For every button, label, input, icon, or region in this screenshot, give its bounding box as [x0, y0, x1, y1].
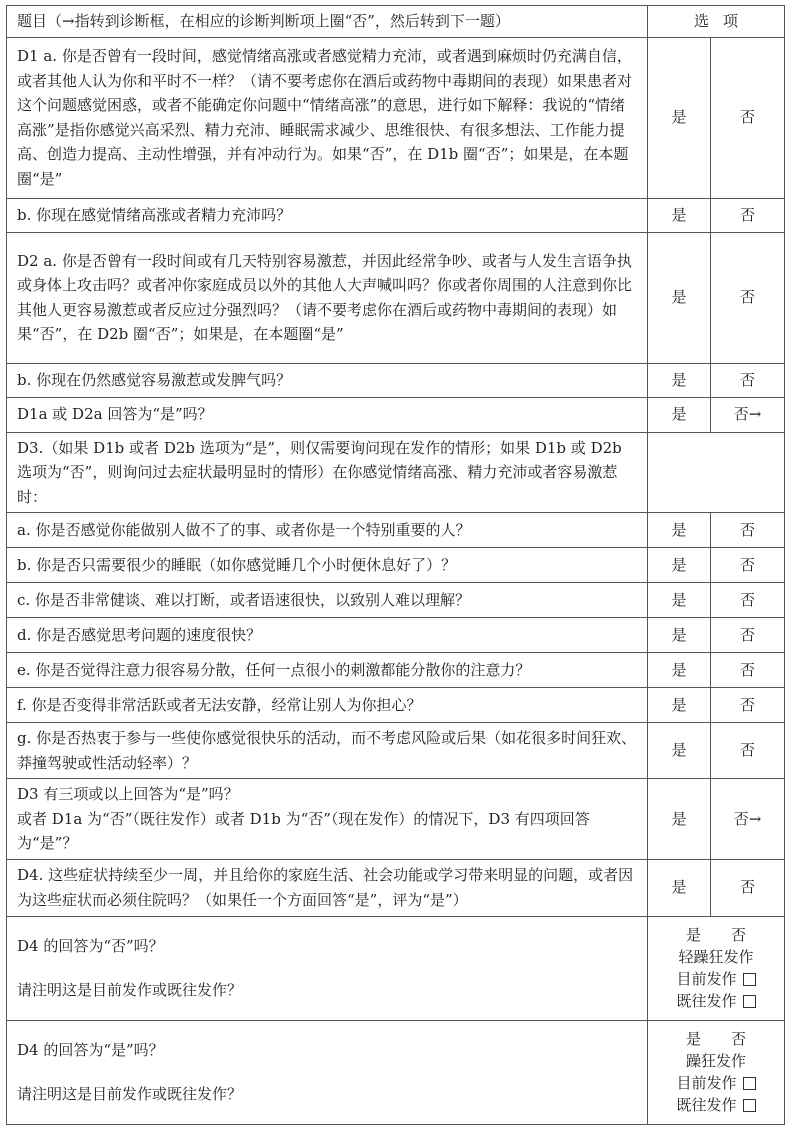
past-episode-checkbox[interactable]	[743, 995, 756, 1008]
table-row-d2a	[7, 232, 785, 363]
diagnosis-label: 躁狂发作	[686, 1052, 747, 1070]
option-no[interactable]: 否	[711, 37, 785, 198]
option-no-skip[interactable]: 否→	[711, 779, 785, 860]
table-row-d3c	[7, 583, 785, 618]
option-no[interactable]: 否	[711, 363, 785, 397]
option-yes[interactable]: 是	[648, 688, 711, 723]
option-yes[interactable]: 是	[648, 513, 711, 548]
option-no[interactable]: 否	[711, 723, 785, 779]
option-no[interactable]: 否	[711, 653, 785, 688]
current-episode-label: 目前发作	[676, 1074, 737, 1092]
header-options: 选项	[648, 6, 785, 38]
option-no[interactable]: 否	[711, 688, 785, 723]
option-no[interactable]: 否	[711, 232, 785, 363]
table-row-d3-check	[7, 779, 785, 860]
diagnosis-yes[interactable]: 是	[685, 926, 701, 944]
past-episode-checkbox[interactable]	[743, 1099, 756, 1112]
question-d3d: d. 你是否感觉思考问题的速度很快？	[7, 618, 648, 653]
table-row-d4	[7, 859, 785, 916]
question-d3-intro: D3.（如果 D1b 或者 D2b 选项为“是”，则仅需要询问现在发作的情形；如果 D1b 或 D2b 选项为“否”，则询问过去症状最明显时的情形）在你感觉情绪高涨、精力充沛或者容易激惹时：	[7, 432, 648, 513]
current-episode-label: 目前发作	[676, 970, 737, 988]
table-row-d3-intro	[7, 432, 785, 513]
question-d1a-d2a-check: D1a 或 D2a 回答为“是”吗？	[7, 397, 648, 432]
question-d3c: c. 你是否非常健谈、难以打断，或者语速很快，以致别人难以理解？	[7, 583, 648, 618]
table-row-d1a-d2a-check	[7, 397, 785, 432]
diagnosis-row-hypomania	[7, 916, 785, 1020]
option-no[interactable]: 否	[711, 618, 785, 653]
table-row-d1b	[7, 198, 785, 232]
table-row-d3b	[7, 548, 785, 583]
table-row-d3a	[7, 513, 785, 548]
option-no[interactable]: 否	[711, 859, 785, 916]
option-yes[interactable]: 是	[648, 363, 711, 397]
current-episode-checkbox[interactable]	[743, 1077, 756, 1090]
header-question: 题目（→指转到诊断框，在相应的诊断判断项上圈“否”，然后转到下一题）	[7, 6, 648, 38]
diagnosis-yes[interactable]: 是	[685, 1030, 701, 1048]
diagnosis-label: 轻躁狂发作	[678, 948, 754, 966]
diagnosis-q2: 请注明这是目前发作或既往发作？	[17, 980, 243, 999]
option-yes[interactable]: 是	[648, 37, 711, 198]
option-no-skip[interactable]: 否→	[711, 397, 785, 432]
question-d4: D4. 这些症状持续至少一周，并且给你的家庭生活、社会功能或学习带来明显的问题，或者因为这些症状而必须住院吗？（如果任一个方面回答“是”，评为“是”）	[7, 859, 648, 916]
diagnosis-box-mania	[648, 1020, 785, 1124]
option-yes[interactable]: 是	[648, 232, 711, 363]
current-episode-checkbox[interactable]	[743, 973, 756, 986]
option-no[interactable]: 否	[711, 198, 785, 232]
question-d3e: e. 你是否觉得注意力很容易分散，任何一点很小的刺激都能分散你的注意力？	[7, 653, 648, 688]
diagnosis-q2: 请注明这是目前发作或既往发作？	[17, 1084, 243, 1103]
table-row-d3e	[7, 653, 785, 688]
option-no[interactable]: 否	[711, 513, 785, 548]
diagnosis-box-hypomania	[648, 916, 785, 1020]
option-no[interactable]: 否	[711, 548, 785, 583]
option-yes[interactable]: 是	[648, 723, 711, 779]
table-row-d3g	[7, 723, 785, 779]
table-row-d1a	[7, 37, 785, 198]
question-d3a: a. 你是否感觉你能做别人做不了的事、或者你是一个特别重要的人？	[7, 513, 648, 548]
option-yes[interactable]: 是	[648, 779, 711, 860]
option-yes[interactable]: 是	[648, 859, 711, 916]
diagnosis-no[interactable]: 否	[731, 926, 747, 944]
diagnosis-q1: D4 的回答为“否”吗？	[17, 937, 164, 955]
option-yes[interactable]: 是	[648, 198, 711, 232]
option-yes[interactable]: 是	[648, 548, 711, 583]
question-d3b: b. 你是否只需要很少的睡眠（如你感觉睡几个小时便休息好了）？	[7, 548, 648, 583]
option-yes[interactable]: 是	[648, 653, 711, 688]
table-row-d3d	[7, 618, 785, 653]
diagnosis-question-mania	[7, 1020, 648, 1124]
screening-table	[6, 5, 785, 1125]
past-episode-label: 既往发作	[676, 992, 737, 1010]
table-row-d2b	[7, 363, 785, 397]
diagnosis-row-mania	[7, 1020, 785, 1124]
diagnosis-q1: D4 的回答为“是”吗？	[17, 1041, 164, 1059]
header-row	[7, 6, 785, 38]
question-d3g: g. 你是否热衷于参与一些使你感觉很快乐的活动，而不考虑风险或后果（如花很多时间狂欢、莽撞驾驶或性活动轻率）？	[7, 723, 648, 779]
option-no[interactable]: 否	[711, 583, 785, 618]
option-yes[interactable]: 是	[648, 618, 711, 653]
past-episode-label: 既往发作	[676, 1096, 737, 1114]
question-d2a: D2 a. 你是否曾有一段时间或有几天特别容易激惹，并因此经常争吵、或者与人发生言语争执或身体上攻击吗？或者冲你家庭成员以外的其他人大声喊叫吗？你或者你周围的人注意到你比其他人更容易激惹或者反应过分强烈吗？（请不要考虑你在酒后或药物中毒期间的表现）如果“否”，在 D2b 圈“否”；如果是，在本题圈“是”	[7, 232, 648, 363]
question-d1a: D1 a. 你是否曾有一段时间，感觉情绪高涨或者感觉精力充沛，或者遇到麻烦时仍充满自信，或者其他人认为你和平时不一样？（请不要考虑你在酒后或药物中毒期间的表现）如果患者对这个问题感觉困惑，或者不能确定你问题中“情绪高涨”的意思，进行如下解释：我说的“情绪高涨”是指你感觉兴高采烈、精力充沛、睡眠需求减少、思维很快、有很多想法、工作能力提高、创造力提高、主动性增强，并有冲动行为。如果“否”，在 D1b 圈“否”；如果是，在本题圈“是”	[7, 37, 648, 198]
empty-option-cell	[648, 432, 785, 513]
question-d3f: f. 你是否变得非常活跃或者无法安静，经常让别人为你担心？	[7, 688, 648, 723]
option-yes[interactable]: 是	[648, 397, 711, 432]
question-d2b: b. 你现在仍然感觉容易激惹或发脾气吗？	[7, 363, 648, 397]
question-d1b: b. 你现在感觉情绪高涨或者精力充沛吗？	[7, 198, 648, 232]
table-row-d3f	[7, 688, 785, 723]
option-yes[interactable]: 是	[648, 583, 711, 618]
diagnosis-question-hypomania	[7, 916, 648, 1020]
question-d3-check: D3 有三项或以上回答为“是”吗？ 或者 D1a 为“否”（既往发作）或者 D1b 为“否”（现在发作）的情况下，D3 有四项回答为“是”？	[7, 779, 648, 860]
diagnosis-no[interactable]: 否	[731, 1030, 747, 1048]
